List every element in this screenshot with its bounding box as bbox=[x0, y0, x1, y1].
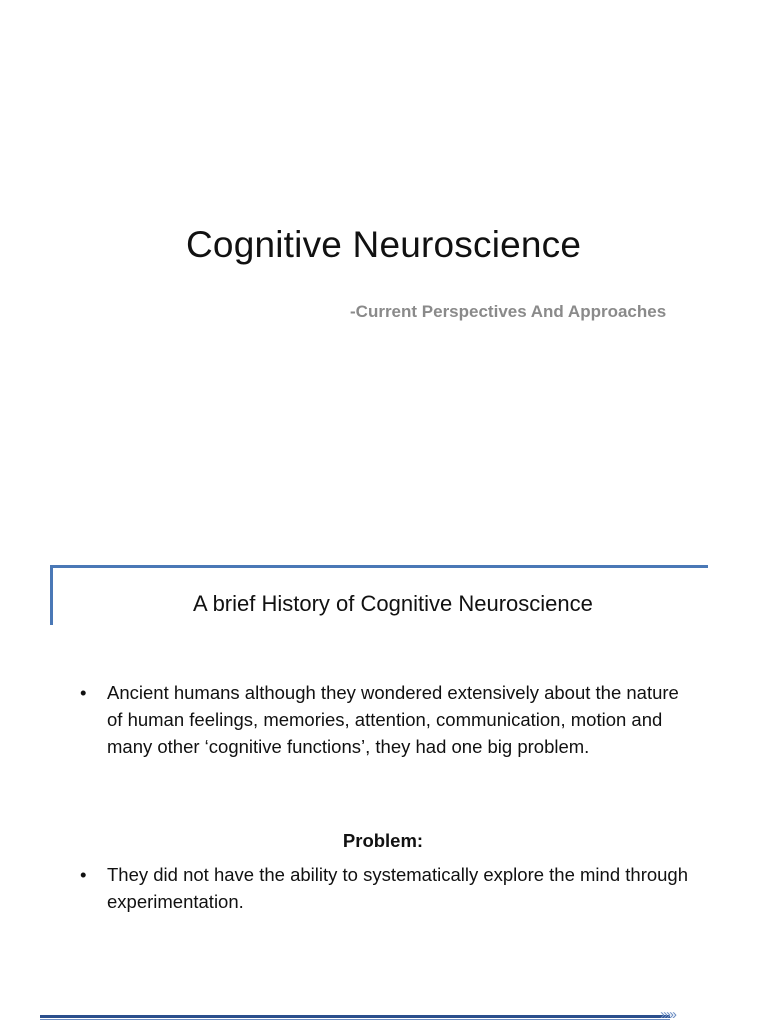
content-slide bbox=[0, 540, 768, 1024]
slide-heading: A brief History of Cognitive Neuroscience bbox=[193, 591, 593, 616]
footer-arrow-line-accent bbox=[40, 1019, 670, 1020]
bullet-item bbox=[80, 679, 690, 789]
problem-label-text: Problem: bbox=[342, 830, 424, 851]
bullet-text: Ancient humans although they wondered extensively about the nature of human feelings, memories, attention, communication, motion and many other ‘cognitive functions’, they had one big problem. bbox=[107, 682, 679, 757]
footer-arrow-line bbox=[40, 1015, 670, 1018]
heading-frame-top-border bbox=[50, 565, 708, 568]
heading-frame-left-border bbox=[50, 565, 53, 625]
bullet-marker: • bbox=[80, 682, 87, 703]
slide-subtitle: -Current Perspectives And Approaches bbox=[350, 302, 667, 321]
bullet-marker: • bbox=[80, 864, 87, 885]
bullet-item bbox=[80, 861, 690, 921]
bullet-text: They did not have the ability to systematically explore the mind through experimentation. bbox=[107, 864, 689, 912]
slide-title: Cognitive Neuroscience bbox=[186, 224, 582, 265]
problem-label bbox=[0, 830, 768, 852]
footer-chevrons-icon: ››››› bbox=[660, 1006, 675, 1023]
